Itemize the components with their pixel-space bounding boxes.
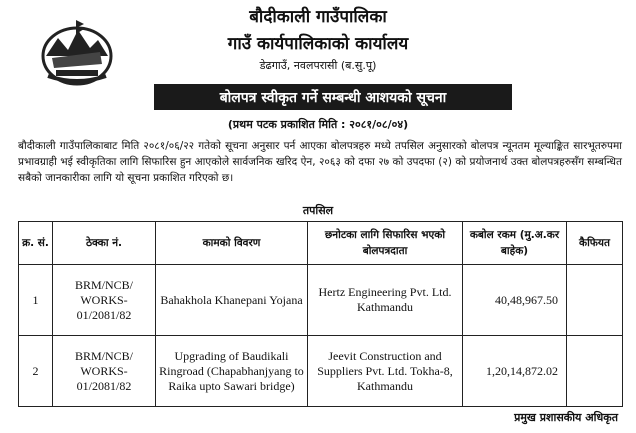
cell-work: Upgrading of Baudikali Ringroad (Chapabhanjyang to Raika upto Sawari bridge) <box>156 336 308 407</box>
cell-remarks <box>567 336 623 407</box>
table-header-row <box>19 222 623 265</box>
table-row <box>19 336 623 407</box>
col-header-work: कामको विवरण <box>156 222 308 265</box>
col-header-contract: ठेक्का नं. <box>53 222 156 265</box>
col-header-remarks: कैफियत <box>567 222 623 265</box>
col-header-sn: क्र. सं. <box>19 222 53 265</box>
notice-title-banner: बोलपत्र स्वीकृत गर्ने सम्बन्धी आशयको सूचना <box>154 84 512 110</box>
cell-work: Bahakhola Khanepani Yojana <box>156 265 308 336</box>
cell-amount: 1,20,14,872.02 <box>463 336 567 407</box>
published-date: (प्रथम पटक प्रकाशित मिति : २०८१/०८/०४) <box>227 118 409 131</box>
signatory-title: प्रमुख प्रशासकीय अधिकृत <box>514 411 618 424</box>
table-caption: तपसिल <box>302 204 334 217</box>
col-header-amount: कबोल रकम (मु.अ.कर बाहेक) <box>463 222 567 265</box>
cell-sn: 1 <box>19 265 53 336</box>
cell-sn: 2 <box>19 336 53 407</box>
cell-remarks <box>567 265 623 336</box>
office-address: डेढगाउँ, नवलपरासी (ब.सु.पू) <box>259 59 377 72</box>
cell-bidder: Hertz Engineering Pvt. Ltd. Kathmandu <box>308 265 463 336</box>
cell-contract: BRM/NCB/ WORKS- 01/2081/82 <box>53 336 156 407</box>
cell-bidder: Jeevit Construction and Suppliers Pvt. Ltd. Tokha-8, Kathmandu <box>308 336 463 407</box>
col-header-bidder: छनोटका लागि सिफारिस भएको बोलपत्रदाता <box>308 222 463 265</box>
table-row <box>19 265 623 336</box>
notice-body: बौदीकाली गाउँपालिकाबाट मिति २०८१/०६/२२ गतेको सूचना अनुसार पर्न आएका बोलपत्रहरु मध्ये तपसिल अनुसारको बोलपत्र न्यूनतम मूल्याङ्कित सारभूतरुपमा प्रभावग्राही भई स्वीकृतिका लागि सिफारिस हुन आएकोले सार्वजनिक खरिद ऐन, २०६३ को दफा २७ को उपदफा (२) को प्रयोजनार्थ उक्त बोलपत्रहरुसँग सम्बन्धित सबैको जानकारीका लागि यो सूचना प्रकाशित गरिएको छ। <box>18 140 622 184</box>
cell-amount: 40,48,967.50 <box>463 265 567 336</box>
cell-contract: BRM/NCB/ WORKS- 01/2081/82 <box>53 265 156 336</box>
municipality-name: बौदीकाली गाउँपालिका <box>249 7 387 27</box>
office-name: गाउँ कार्यपालिकाको कार्यालय <box>227 34 409 54</box>
bid-table <box>18 221 623 407</box>
